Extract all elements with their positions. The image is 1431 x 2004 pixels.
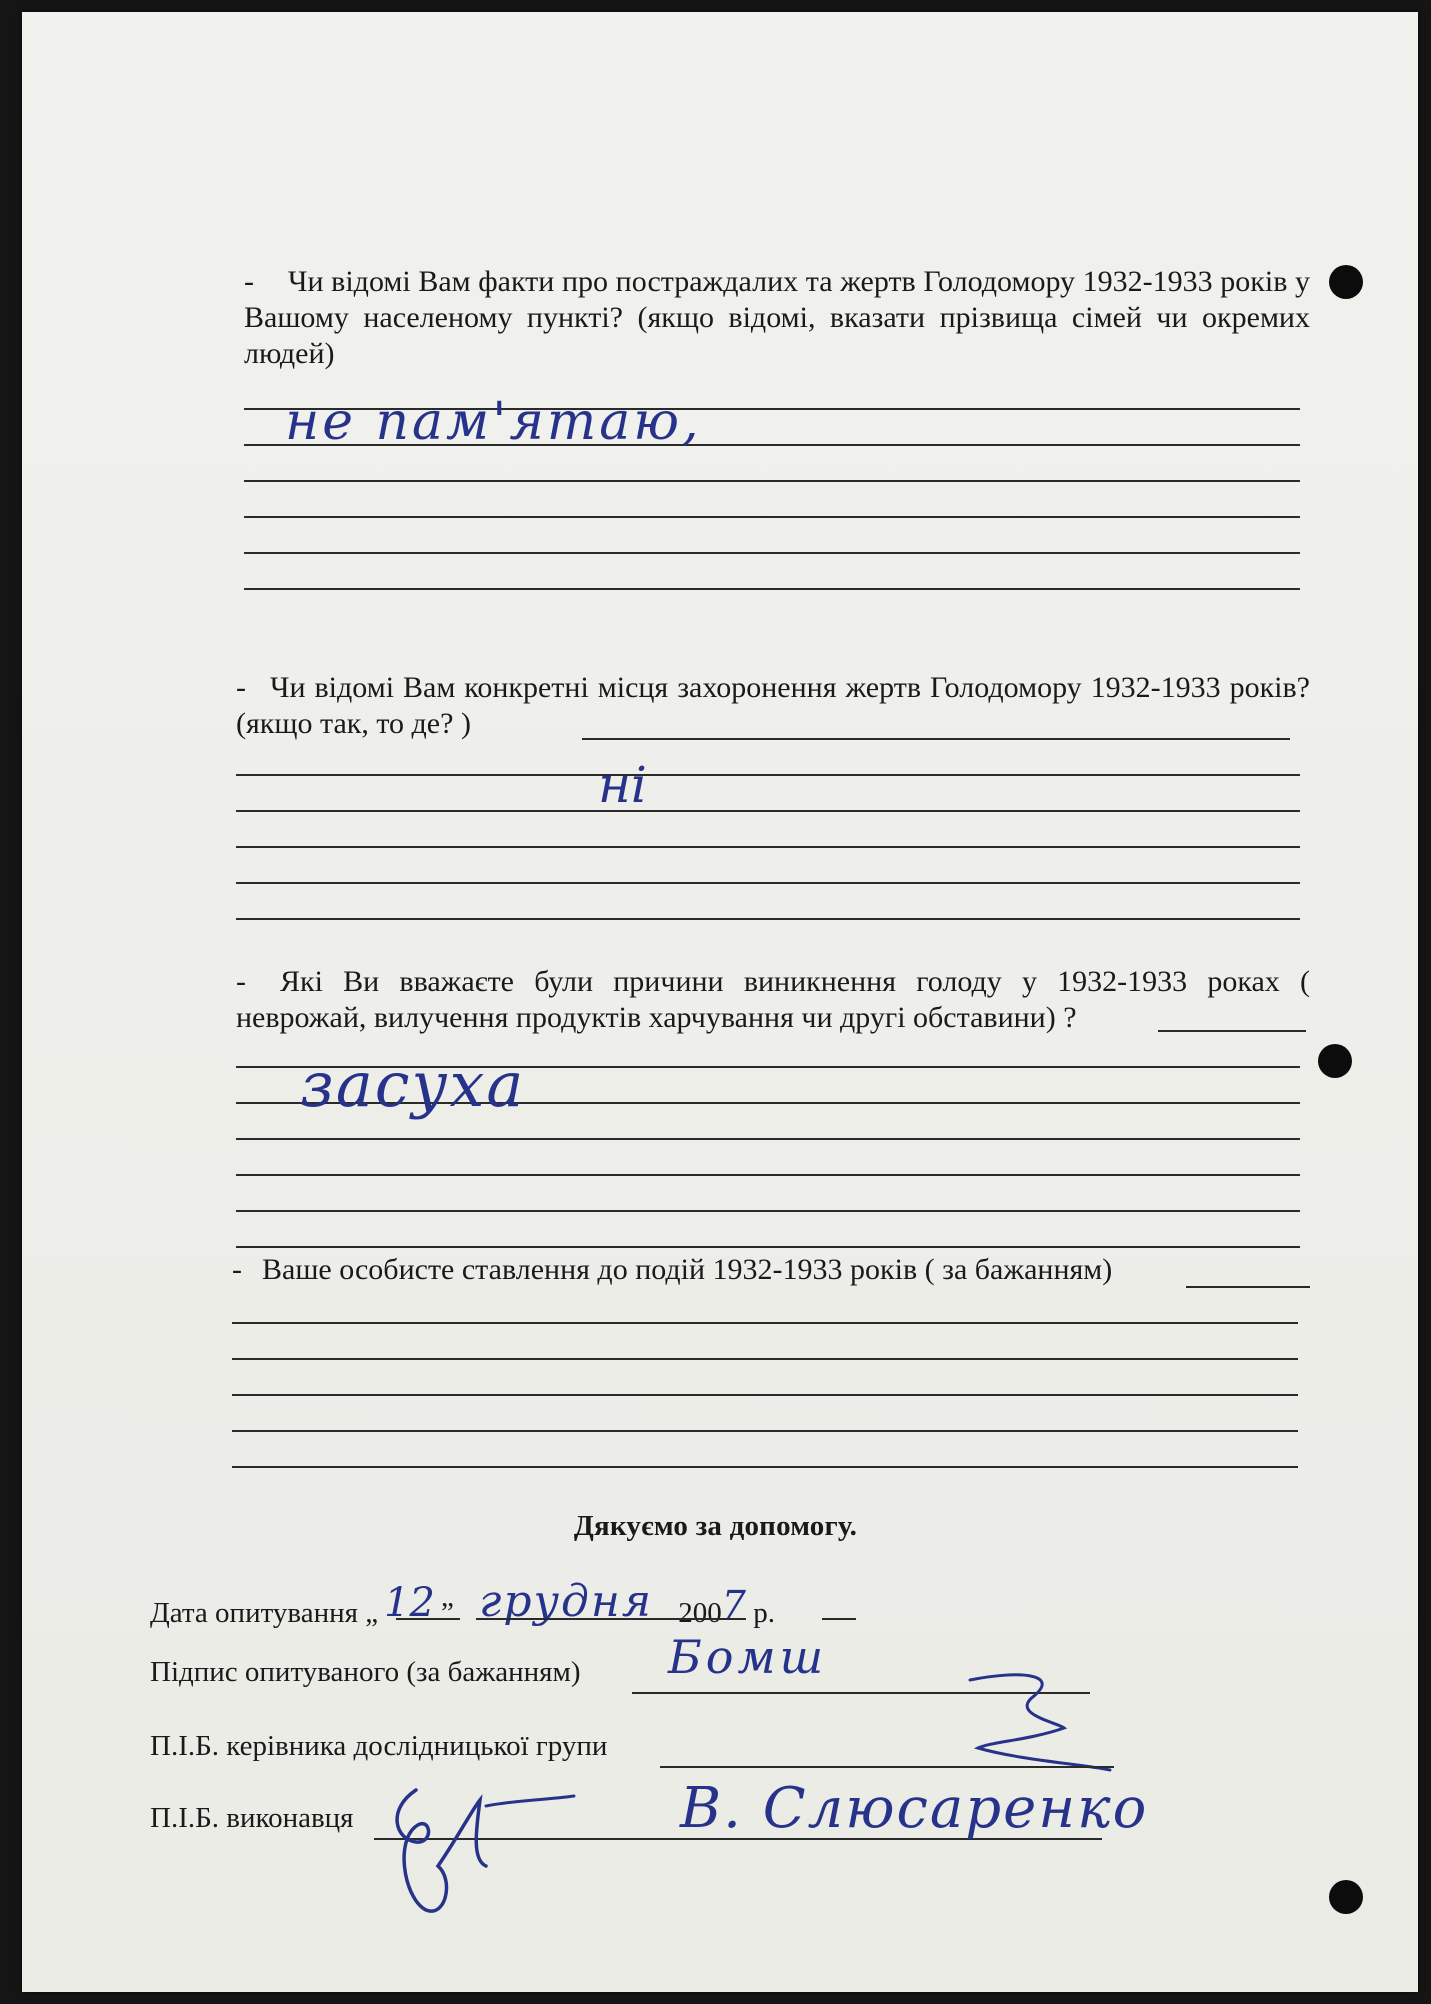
question-dash: - [236,671,246,704]
respondent-signature-row [150,1656,581,1689]
respondent-signature-handwriting: Бомш [668,1630,828,1684]
question-text: Які Ви вважаєте були причини виникнення голоду у 1932-1933 роках ( неврожай, вилучення продуктів харчування чи другі обставини) ? [236,965,1310,1034]
date-close-quote: ” [440,1597,454,1629]
punch-hole-bottom [1329,1880,1363,1914]
group-leader-row [150,1730,607,1763]
answer-2-handwriting: ні [598,756,647,814]
date-year-digit-handwriting: 7 [721,1583,746,1627]
question-text: Чи відомі Вам конкретні місця захоронення жертв Голодомору 1932-1933 років? (якщо так, то де? ) [236,671,1310,740]
thanks-heading: Дякуємо за допомогу. [573,1510,858,1542]
survey-date-label: Дата опитування [150,1597,358,1629]
performer-initials-signature [376,1770,576,1920]
survey-date-row [150,1576,775,1633]
respondent-signature-label: Підпис опитуваного (за бажанням) [150,1656,581,1688]
question-text: Ваше особисте ставлення до подій 1932-1933 років ( за бажанням) [262,1253,1113,1286]
question-dash: - [236,965,246,998]
date-year-blank [822,1618,856,1620]
question-text: Чи відомі Вам факти про постраждалих та жертв Голодомору 1932-1933 років у Вашому населеному пункті? (якщо відомі, вказати прізвища сімей чи окремих людей) [244,265,1310,370]
question-dash: - [232,1253,242,1286]
performer-label: П.І.Б. виконавця [150,1802,354,1834]
date-day-handwriting: 12 [384,1580,435,1626]
date-suffix: р. [753,1597,775,1629]
date-open-quote: „ [365,1597,379,1629]
date-month-handwriting: грудня [479,1576,654,1627]
date-year-prefix: 200 [678,1597,722,1629]
group-leader-blank [660,1766,1114,1768]
performer-name-handwriting: В. Слюсаренко [680,1776,1149,1841]
question-dash: - [244,265,254,298]
question-4 [232,1252,1312,1288]
answer-1-handwriting: не пам'ятаю, [285,392,702,452]
performer-row [150,1802,354,1835]
group-leader-label: П.І.Б. керівника дослідницької групи [150,1730,608,1762]
question-1 [244,264,1310,372]
date-day-blank [396,1618,460,1620]
question-2 [236,670,1310,742]
punch-hole-middle [1318,1044,1352,1078]
punch-hole-top [1329,265,1363,299]
answer-3-handwriting: засуха [300,1048,526,1121]
date-month-blank [476,1618,746,1620]
question-3 [236,964,1310,1036]
